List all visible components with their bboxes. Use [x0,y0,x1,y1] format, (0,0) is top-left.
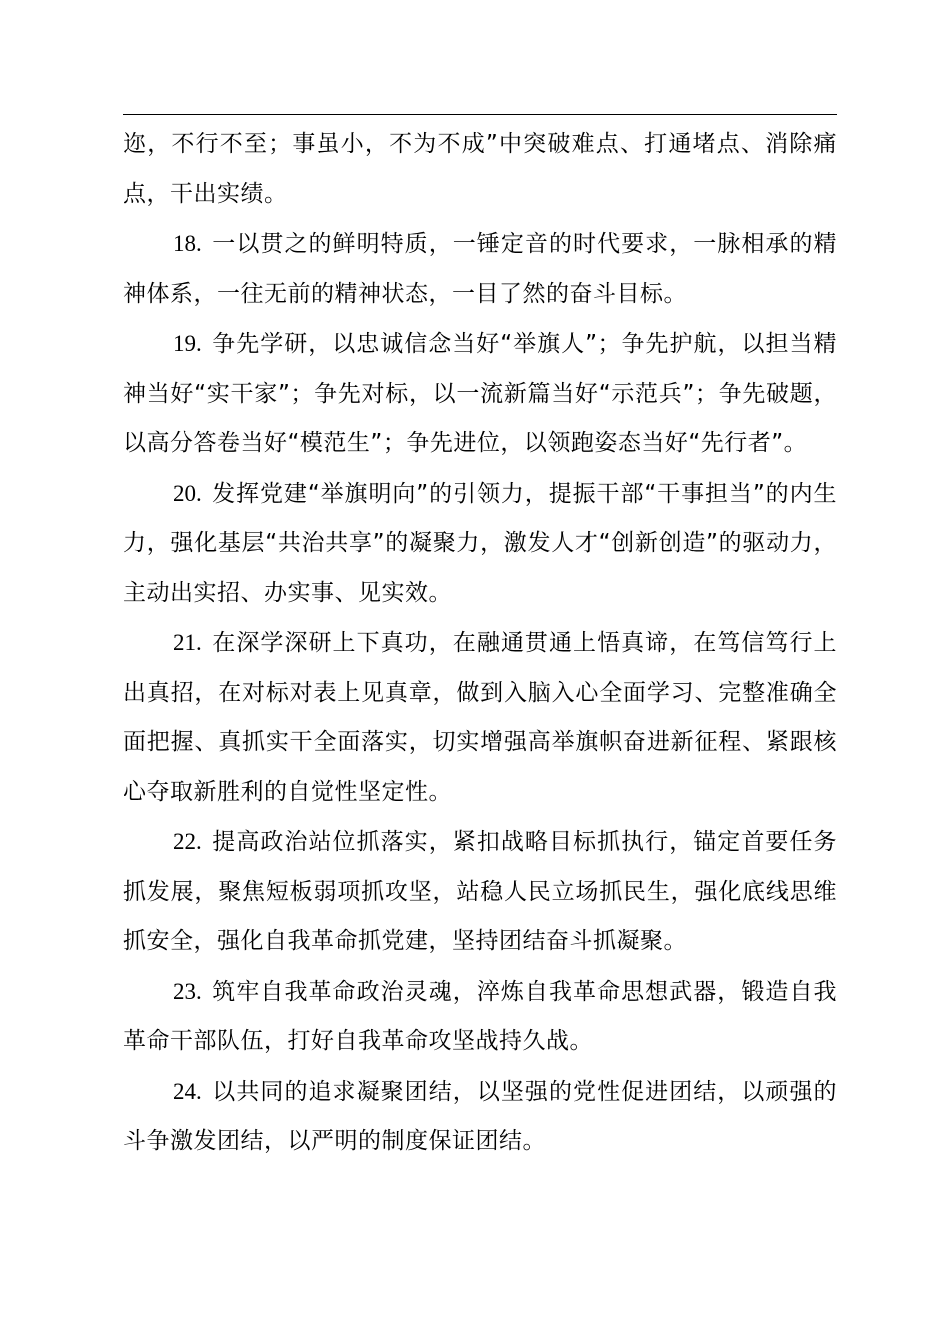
item-number: 20. [173,480,202,506]
item-text: 一以贯之的鲜明特质，一锤定音的时代要求，一脉相承的精神体系，一往无前的精神状态，一目了然的奋斗目标。 [123,231,837,307]
list-item [123,1067,837,1167]
header-rule [123,114,837,115]
item-number: 19. [173,331,202,356]
item-text: 在深学深研上下真功，在融通贯通上悟真谛，在笃信笃行上出真招，在对标对表上见真章，做到入脑入心全面学习、完整准确全面把握、真抓实干全面落实，切实增强高举旗帜奋进新征程、紧跟核心夺取新胜利的自觉性坚定性。 [123,630,837,805]
list-item [123,618,837,817]
list-item [123,219,837,319]
item-text: 以共同的追求凝聚团结，以坚强的党性促进团结，以顽强的斗争激发团结，以严明的制度保证团结。 [123,1078,837,1154]
item-number: 18. [173,231,202,256]
item-text: 提高政治站位抓落实，紧扣战略目标抓执行，锚定首要任务抓发展，聚焦短板弱项抓攻坚，站稳人民立场抓民生，强化底线思维抓安全，强化自我革命抓党建，坚持团结奋斗抓凝聚。 [123,829,837,954]
continuation-paragraph: 迩，不行不至；事虽小，不为不成”中突破难点、打通堵点、消除痛点，干出实绩。 [123,131,837,207]
item-number: 22. [173,829,202,854]
item-number: 24. [173,1078,202,1104]
list-item [123,319,837,469]
item-number: 21. [173,630,202,655]
item-text: 筑牢自我革命政治灵魂，淬炼自我革命思想武器，锻造自我革命干部队伍，打好自我革命攻坚战持久战。 [123,978,837,1054]
document-body [123,120,837,1167]
item-number: 23. [173,978,202,1004]
list-item [123,469,837,619]
item-text: 争先学研，以忠诚信念当好“举旗人”；争先护航，以担当精神当好“实干家”；争先对标，以一流新篇当好“示范兵”；争先破题，以高分答卷当好“模范生”；争先进位，以领跑姿态当好“先行者”。 [123,331,837,456]
list-item [123,817,837,967]
item-text: 发挥党建“举旗明向”的引领力，提振干部“干事担当”的内生力，强化基层“共治共享”的凝聚力，激发人才“创新创造”的驱动力，主动出实招、办实事、见实效。 [123,480,837,606]
list-item [123,967,837,1067]
